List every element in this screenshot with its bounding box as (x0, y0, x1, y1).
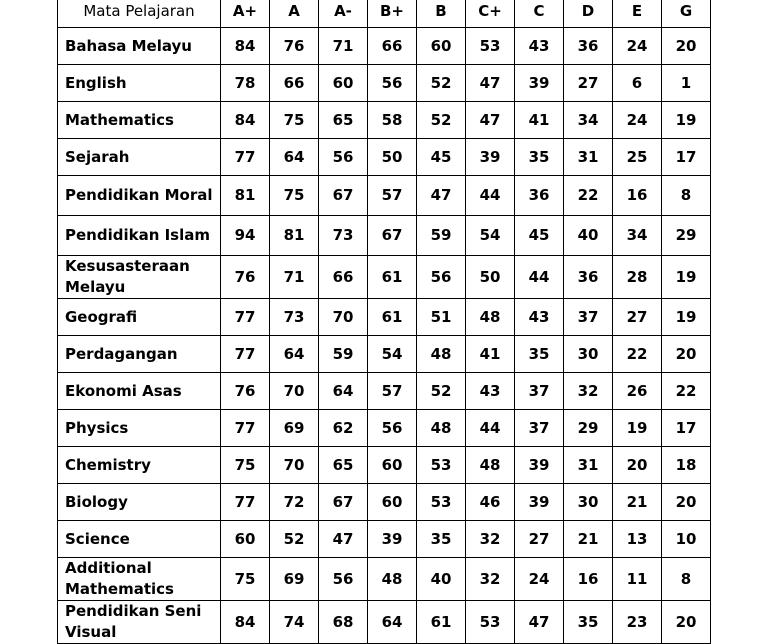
grade-value-cell: 56 (368, 65, 417, 102)
header-grade: A (270, 0, 319, 28)
grade-value-cell: 19 (662, 102, 711, 139)
subject-cell: Pendidikan Moral (58, 176, 221, 216)
grade-value-cell: 22 (613, 336, 662, 373)
grade-value-cell: 20 (662, 484, 711, 521)
grade-value-cell: 64 (319, 373, 368, 410)
grade-value-cell: 44 (515, 256, 564, 299)
table-row (58, 521, 711, 558)
grade-value-cell: 45 (515, 216, 564, 256)
grade-value-cell: 47 (466, 65, 515, 102)
grade-value-cell: 25 (613, 139, 662, 176)
grade-value-cell: 1 (662, 65, 711, 102)
grade-value-cell: 24 (613, 102, 662, 139)
grade-value-cell: 81 (221, 176, 270, 216)
grade-value-cell: 59 (319, 336, 368, 373)
grade-value-cell: 52 (417, 373, 466, 410)
grade-value-cell: 77 (221, 410, 270, 447)
grade-value-cell: 53 (466, 28, 515, 65)
grade-value-cell: 67 (368, 216, 417, 256)
grade-value-cell: 22 (662, 373, 711, 410)
grade-value-cell: 31 (564, 447, 613, 484)
header-grade: G (662, 0, 711, 28)
subject-cell: Physics (58, 410, 221, 447)
subject-cell: Ekonomi Asas (58, 373, 221, 410)
grade-value-cell: 67 (319, 484, 368, 521)
grade-cutoff-table (57, 0, 711, 644)
grade-value-cell: 36 (564, 28, 613, 65)
grade-value-cell: 52 (270, 521, 319, 558)
table-row (58, 336, 711, 373)
grade-value-cell: 66 (270, 65, 319, 102)
grade-value-cell: 77 (221, 484, 270, 521)
grade-value-cell: 94 (221, 216, 270, 256)
grade-value-cell: 76 (221, 256, 270, 299)
grade-value-cell: 70 (319, 299, 368, 336)
grade-value-cell: 35 (515, 139, 564, 176)
grade-value-cell: 16 (613, 176, 662, 216)
grade-value-cell: 78 (221, 65, 270, 102)
subject-cell: Perdagangan (58, 336, 221, 373)
header-grade: A+ (221, 0, 270, 28)
grade-value-cell: 69 (270, 410, 319, 447)
grade-value-cell: 61 (368, 299, 417, 336)
subject-cell: Kesusasteraan Melayu (58, 256, 221, 299)
grade-value-cell: 76 (221, 373, 270, 410)
grade-value-cell: 51 (417, 299, 466, 336)
grade-value-cell: 60 (368, 484, 417, 521)
grade-value-cell: 31 (564, 139, 613, 176)
grade-value-cell: 69 (270, 558, 319, 601)
grade-value-cell: 66 (368, 28, 417, 65)
table-row (58, 65, 711, 102)
grade-value-cell: 43 (515, 299, 564, 336)
grade-value-cell: 70 (270, 447, 319, 484)
subject-cell: Bahasa Melayu (58, 28, 221, 65)
grade-value-cell: 11 (613, 558, 662, 601)
grade-value-cell: 32 (564, 373, 613, 410)
subject-cell: Science (58, 521, 221, 558)
grade-value-cell: 73 (270, 299, 319, 336)
header-grade: C+ (466, 0, 515, 28)
grade-value-cell: 57 (368, 176, 417, 216)
grade-value-cell: 84 (221, 28, 270, 65)
grade-value-cell: 47 (319, 521, 368, 558)
grade-value-cell: 27 (515, 521, 564, 558)
grade-value-cell: 43 (515, 28, 564, 65)
grade-value-cell: 56 (319, 139, 368, 176)
grade-value-cell: 39 (368, 521, 417, 558)
grade-value-cell: 48 (466, 299, 515, 336)
grade-value-cell: 50 (466, 256, 515, 299)
grade-value-cell: 47 (417, 176, 466, 216)
grade-value-cell: 22 (564, 176, 613, 216)
table-row (58, 410, 711, 447)
grade-value-cell: 60 (221, 521, 270, 558)
grade-value-cell: 81 (270, 216, 319, 256)
grade-value-cell: 58 (368, 102, 417, 139)
grade-value-cell: 39 (466, 139, 515, 176)
grade-value-cell: 57 (368, 373, 417, 410)
table-row (58, 373, 711, 410)
table-row (58, 558, 711, 601)
grade-value-cell: 24 (613, 28, 662, 65)
grade-value-cell: 23 (613, 601, 662, 644)
grade-value-cell: 56 (417, 256, 466, 299)
grade-value-cell: 52 (417, 65, 466, 102)
header-row (58, 0, 711, 28)
grade-value-cell: 6 (613, 65, 662, 102)
grade-value-cell: 39 (515, 65, 564, 102)
grade-value-cell: 30 (564, 336, 613, 373)
grade-value-cell: 34 (564, 102, 613, 139)
subject-cell: Additional Mathematics (58, 558, 221, 601)
table-row (58, 447, 711, 484)
grade-value-cell: 73 (319, 216, 368, 256)
table-row (58, 139, 711, 176)
grade-value-cell: 18 (662, 447, 711, 484)
grade-value-cell: 67 (319, 176, 368, 216)
grade-value-cell: 71 (270, 256, 319, 299)
grade-value-cell: 66 (319, 256, 368, 299)
grade-value-cell: 20 (662, 28, 711, 65)
grade-value-cell: 50 (368, 139, 417, 176)
subject-cell: Pendidikan Seni Visual (58, 601, 221, 644)
grade-value-cell: 76 (270, 28, 319, 65)
grade-value-cell: 84 (221, 102, 270, 139)
grade-value-cell: 26 (613, 373, 662, 410)
grade-value-cell: 56 (319, 558, 368, 601)
grade-value-cell: 61 (417, 601, 466, 644)
grade-value-cell: 29 (662, 216, 711, 256)
grade-value-cell: 56 (368, 410, 417, 447)
grade-value-cell: 77 (221, 299, 270, 336)
grade-value-cell: 59 (417, 216, 466, 256)
subject-cell: Biology (58, 484, 221, 521)
grade-value-cell: 17 (662, 139, 711, 176)
subject-cell: Sejarah (58, 139, 221, 176)
grade-value-cell: 60 (319, 65, 368, 102)
grade-value-cell: 77 (221, 336, 270, 373)
grade-value-cell: 47 (515, 601, 564, 644)
grade-value-cell: 68 (319, 601, 368, 644)
table-row (58, 601, 711, 644)
grade-value-cell: 53 (466, 601, 515, 644)
grade-value-cell: 64 (368, 601, 417, 644)
grade-value-cell: 60 (368, 447, 417, 484)
grade-value-cell: 20 (662, 601, 711, 644)
grade-value-cell: 77 (221, 139, 270, 176)
grade-value-cell: 37 (515, 410, 564, 447)
grade-value-cell: 65 (319, 447, 368, 484)
grade-value-cell: 74 (270, 601, 319, 644)
grade-value-cell: 8 (662, 176, 711, 216)
grade-value-cell: 32 (466, 558, 515, 601)
grade-value-cell: 44 (466, 176, 515, 216)
grade-value-cell: 75 (270, 102, 319, 139)
grade-value-cell: 75 (221, 447, 270, 484)
grade-value-cell: 19 (662, 299, 711, 336)
grade-value-cell: 75 (270, 176, 319, 216)
grade-value-cell: 30 (564, 484, 613, 521)
subject-cell: English (58, 65, 221, 102)
grade-value-cell: 65 (319, 102, 368, 139)
grade-value-cell: 20 (613, 447, 662, 484)
grade-value-cell: 24 (515, 558, 564, 601)
table-row (58, 484, 711, 521)
grade-value-cell: 34 (613, 216, 662, 256)
grade-value-cell: 8 (662, 558, 711, 601)
grade-value-cell: 16 (564, 558, 613, 601)
grade-value-cell: 54 (466, 216, 515, 256)
grade-value-cell: 47 (466, 102, 515, 139)
subject-cell: Chemistry (58, 447, 221, 484)
grade-value-cell: 62 (319, 410, 368, 447)
grade-value-cell: 27 (564, 65, 613, 102)
grade-value-cell: 64 (270, 139, 319, 176)
grade-value-cell: 48 (417, 336, 466, 373)
grade-value-cell: 21 (564, 521, 613, 558)
grade-value-cell: 37 (515, 373, 564, 410)
header-subject: Mata Pelajaran (58, 0, 221, 28)
subject-cell: Geografi (58, 299, 221, 336)
grade-value-cell: 54 (368, 336, 417, 373)
grade-value-cell: 10 (662, 521, 711, 558)
grade-value-cell: 21 (613, 484, 662, 521)
table-row (58, 28, 711, 65)
grade-value-cell: 13 (613, 521, 662, 558)
grade-value-cell: 60 (417, 28, 466, 65)
grade-value-cell: 64 (270, 336, 319, 373)
header-grade: A- (319, 0, 368, 28)
grade-value-cell: 39 (515, 447, 564, 484)
grade-value-cell: 36 (564, 256, 613, 299)
table-body (58, 28, 711, 644)
grade-value-cell: 35 (564, 601, 613, 644)
grade-value-cell: 61 (368, 256, 417, 299)
grade-value-cell: 70 (270, 373, 319, 410)
grade-value-cell: 53 (417, 484, 466, 521)
grade-value-cell: 17 (662, 410, 711, 447)
header-grade: B+ (368, 0, 417, 28)
subject-cell: Pendidikan Islam (58, 216, 221, 256)
grade-value-cell: 84 (221, 601, 270, 644)
grade-value-cell: 19 (613, 410, 662, 447)
grade-value-cell: 27 (613, 299, 662, 336)
grade-value-cell: 46 (466, 484, 515, 521)
grade-value-cell: 36 (515, 176, 564, 216)
grade-value-cell: 35 (515, 336, 564, 373)
grade-value-cell: 41 (466, 336, 515, 373)
grade-value-cell: 28 (613, 256, 662, 299)
grade-value-cell: 29 (564, 410, 613, 447)
table-row (58, 256, 711, 299)
grade-value-cell: 32 (466, 521, 515, 558)
grade-value-cell: 71 (319, 28, 368, 65)
grade-value-cell: 37 (564, 299, 613, 336)
table-row (58, 176, 711, 216)
grade-value-cell: 43 (466, 373, 515, 410)
grade-value-cell: 39 (515, 484, 564, 521)
grade-value-cell: 75 (221, 558, 270, 601)
grade-value-cell: 48 (368, 558, 417, 601)
header-grade: B (417, 0, 466, 28)
grade-value-cell: 72 (270, 484, 319, 521)
grade-value-cell: 53 (417, 447, 466, 484)
grade-value-cell: 19 (662, 256, 711, 299)
subject-cell: Mathematics (58, 102, 221, 139)
grade-value-cell: 44 (466, 410, 515, 447)
grade-value-cell: 45 (417, 139, 466, 176)
grade-value-cell: 40 (417, 558, 466, 601)
grade-value-cell: 52 (417, 102, 466, 139)
grade-value-cell: 41 (515, 102, 564, 139)
grade-value-cell: 35 (417, 521, 466, 558)
table-row (58, 299, 711, 336)
header-grade: D (564, 0, 613, 28)
header-grade: E (613, 0, 662, 28)
table-header (58, 0, 711, 28)
grade-value-cell: 48 (417, 410, 466, 447)
grade-value-cell: 20 (662, 336, 711, 373)
grade-value-cell: 48 (466, 447, 515, 484)
table-row (58, 216, 711, 256)
header-grade: C (515, 0, 564, 28)
grade-value-cell: 40 (564, 216, 613, 256)
table-row (58, 102, 711, 139)
